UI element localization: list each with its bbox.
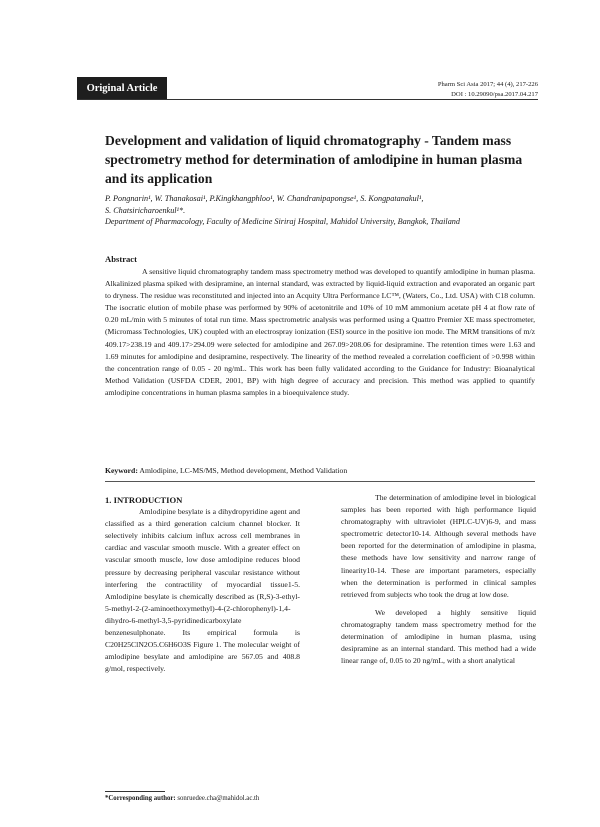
intro-paragraph-2: The determination of amlodipine level in biological samples has been reported with high performance liquid chromatography with ultraviolet (HPLC-UV)6-9, and mass spectrometric detector10-14. Although several methods have been reported for the determination of amlodipine in plasma, these methods have low sensitivity and narrow range of linearity10-14. These are important parameters, especially when the determination is performed in clinical samples retrieved from subjects who took the drug at low dose. <box>341 493 536 599</box>
footnote-label: *Corresponding author: <box>105 795 176 802</box>
journal-line: Pharm Sci Asia 2017; 44 (4), 217-226 <box>437 81 538 88</box>
intro-paragraph-1: Amlodipine besylate is a dihydropyridine agent and classified as a third generation calcium channel blocker. It selectively inhibits calcium influx across cell membranes in cardiac and vascular smooth muscle. With a greater effect on vascular smooth muscle, low dose amlodipine reduces blood pressure by decreasing peripheral vascular resistance without interfering the contractility of myocardial tissue1-5. Amlodipine besylate is chemically described as (R,S)-3-ethyl-5-methyl-2-(2-aminoethoxymethyl)-4-(2-chlorophenyl)-1,4-dihydro-6-methyl-3,5-pyridinedicarboxylate benzenesulphonate. Its empirical formula is C20H25ClN2O5.C6H6O3S Figure 1. The molecular weight of amlodipine besylate and amlodipine are 567.05 and 408.8 g/mol, respectively. <box>105 507 300 674</box>
intro-paragraph-3: We developed a highly sensitive liquid chromatography tandem mass spectrometry method for the determination of amlodipine in human plasma, using desipramine as an internal standard. This method had a wide linear range of, 0.05 to 20 ng/mL, with a short analytical <box>341 607 536 666</box>
keywords <box>105 465 535 477</box>
doi-line: DOI : 10.29090/psa.2017.04.217 <box>451 91 538 98</box>
authors-line-2: S. Chatsiricharoenkul¹*. <box>105 205 186 215</box>
abstract-text: A sensitive liquid chromatography tandem mass spectrometry method was developed to quantify amlodipine in human plasma. Alkalinized plasma spiked with desipramine, an internal standard, was extracted by liquid-liquid extraction and evaporated an organic part to dryness. The residue was reconstituted and injected into an Acquity Ultra Performance LC™, (Waters, Co., Ltd. USA) with C18 column. The isocratic elution of mobile phase was performed by 90% of acetonitrile and 10% of 10 mM ammonium acetate pH 4 at flow rate of 0.20 mL/min with 5 minutes of total run time. Mass spectrometric analysis was performed using a Quattro Premier XE mass spectrometer, (Micromass Technologies, UK) coupled with an electrospray ionization (ESI) source in the positive ion mode. The MRM transitions of m/z 409.17>238.19 and 409.17>294.09 were selected for amlodipine and 267.09>208.06 for desipramine. The retention times were 1.63 and 1.69 minutes for amlodipine and desipramine, respectively. The linearity of the method revealed a correlation coefficient of >0.998 within the concentration range of 0.05 - 20 ng/mL. This work has been fully validated according to the Guidance for Industry: Bioanalytical Method Validation (USFDA CDER, 2001, BP) with high degree of accuracy and precision. This method was applied to quantify amlodipine concentrations in human plasma samples in a bioequivalence study. <box>105 267 535 397</box>
affiliation: Department of Pharmacology, Faculty of Medicine Siriraj Hospital, Mahidol University, Bangkok, Thailand <box>105 217 460 226</box>
section-divider <box>105 481 535 482</box>
keywords-label: Keyword: <box>105 466 138 475</box>
article-type-badge: Original Article <box>77 77 167 100</box>
right-column <box>341 492 536 667</box>
keywords-text: Amlodipine, LC-MS/MS, Method development, Method Validation <box>139 466 348 475</box>
journal-citation <box>438 80 538 100</box>
authors-line-1: P. Pongnarin¹, W. Thanakosai¹, P.Kingkhangphloo¹, W. Chandranipapongse¹, S. Kongpatanakul¹, <box>105 194 424 203</box>
abstract-heading: Abstract <box>105 254 137 264</box>
author-list <box>105 193 535 216</box>
introduction-heading: 1. INTRODUCTION <box>105 495 183 505</box>
corresponding-author-note <box>105 795 259 802</box>
footnote-rule <box>105 791 165 792</box>
article-title: Development and validation of liquid chromatography - Tandem mass spectrometry method for determination of amlodipine in human plasma and its application <box>105 133 523 186</box>
footnote-email[interactable]: sonruedee.cha@mahidol.ac.th <box>177 795 260 802</box>
left-column <box>105 494 300 675</box>
